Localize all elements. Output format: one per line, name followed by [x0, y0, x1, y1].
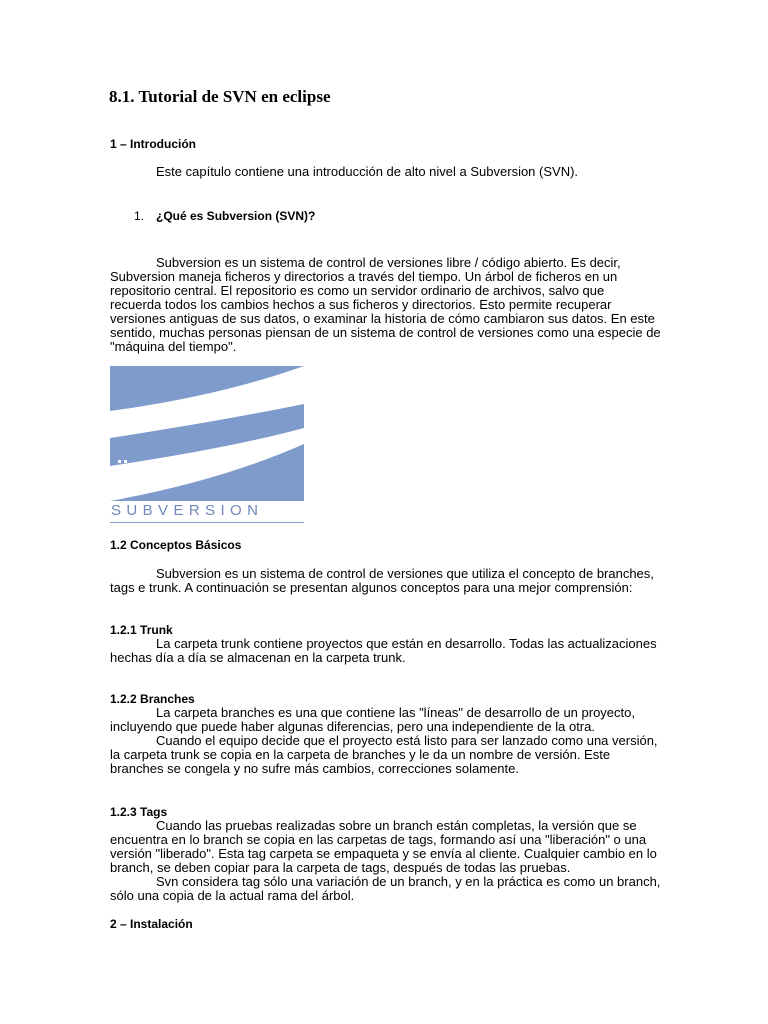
section-heading-branches: 1.2.2 Branches — [110, 692, 195, 706]
list-number: 1. — [134, 209, 145, 223]
tags-paragraph — [110, 819, 660, 903]
text-line: la carpeta trunk se copia en la carpeta de branches y le da un nombre de versión. Este — [110, 747, 611, 762]
text-line: encuentra en lo branch se copia en las carpetas de tags, formando así una "liberación" o una — [110, 832, 647, 847]
text-line: incluyendo que puede haber algunas diferencias, pero una independiente de la otra. — [110, 719, 595, 734]
text-line: versiones antiguas de sus datos, o examinar la historia de cómo cambiaron sus datos. En este — [110, 311, 655, 326]
trunk-paragraph — [110, 637, 657, 665]
text-line: "máquina del tiempo". — [110, 339, 237, 354]
section-heading-basic-concepts: 1.2 Conceptos Básicos — [110, 538, 242, 552]
text-line: branches se congela y no sufre más cambios, correcciones solamente. — [110, 761, 519, 776]
text-line: Subversion es un sistema de control de versiones que utiliza el concepto de branches, — [156, 566, 654, 581]
subversion-logo-graphic — [110, 366, 306, 501]
text-line: Subversion es un sistema de control de versiones libre / código abierto. Es decir, — [156, 255, 621, 270]
intro-paragraph: Este capítulo contiene una introducción de alto nivel a Subversion (SVN). — [156, 164, 579, 179]
subversion-logo-text: SUBVERSION — [111, 502, 264, 519]
text-line: hechas día a día se almacenan en la carpeta trunk. — [110, 650, 406, 665]
section-heading-tags: 1.2.3 Tags — [110, 805, 168, 819]
text-line: Cuando las pruebas realizadas sobre un branch están completas, la versión que se — [156, 818, 637, 833]
text-line: recuerda todos los cambios hechos a sus ficheros y directorios. Esto permite recuperar — [110, 297, 612, 312]
logo-underline — [110, 522, 304, 523]
section-heading-what-is-svn: ¿Qué es Subversion (SVN)? — [156, 209, 316, 223]
what-is-svn-paragraph — [110, 256, 661, 354]
text-line: La carpeta branches es una que contiene las "líneas" de desarrollo de un proyecto, — [156, 705, 635, 720]
text-line: tags e trunk. A continuación se presentan algunos conceptos para una mejor comprensión: — [110, 580, 633, 595]
page-title: 8.1. Tutorial de SVN en eclipse — [109, 87, 331, 106]
section-heading-trunk: 1.2.1 Trunk — [110, 623, 173, 637]
text-line: versión "liberado". Esta tag carpeta se empaqueta y se envía al cliente. Cualquier cambio en lo — [110, 846, 657, 861]
subversion-logo — [110, 366, 306, 526]
branches-paragraph — [110, 706, 658, 776]
text-line: branch, se deben copiar para la carpeta de tags, después de todas las pruebas. — [110, 860, 571, 875]
text-line: sentido, muchas personas piensan de un sistema de control de versiones como una especie de — [110, 325, 661, 340]
text-line: La carpeta trunk contiene proyectos que están en desarrollo. Todas las actualizaciones — [156, 636, 657, 651]
section-heading-installation: 2 – Instalación — [110, 917, 193, 931]
basic-concepts-paragraph — [110, 567, 654, 595]
text-line: Subversion maneja ficheros y directorios a través del tiempo. Un árbol de ficheros en un — [110, 269, 618, 284]
text-line: sólo una copia de la actual rama del árbol. — [110, 888, 355, 903]
text-line: Svn considera tag sólo una variación de un branch, y en la práctica es como un branch, — [156, 874, 661, 889]
section-heading-introduction: 1 – Introdución — [110, 137, 197, 151]
text-line: repositorio central. El repositorio es como un servidor ordinario de archivos, salvo que — [110, 283, 605, 298]
text-line: Cuando el equipo decide que el proyecto está listo para ser lanzado como una versión, — [156, 733, 658, 748]
